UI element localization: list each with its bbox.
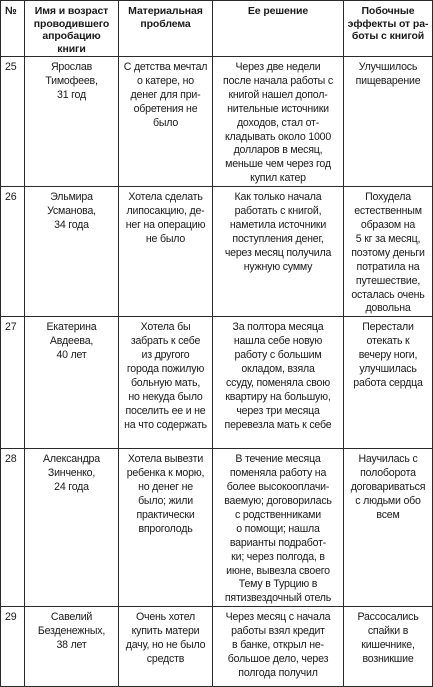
- row-name-age: Эльмира Усманова, 34 года: [25, 187, 119, 317]
- row-problem: Хотела сделать липосакцию, де- нег на операцию не было: [119, 187, 213, 317]
- table-row: [1, 187, 433, 317]
- row-solution: В течение месяца поменяла работу на более высокооплачи- ваемую; договорилась с родственниками о помощи; нашла варианты подработ- ки; через полгода, в июне, вывезла своего Тему в Турцию в пятизвездочный отель: [213, 449, 344, 607]
- row-solution: Через месяц с начала работы взял кредит в банке, открыл не- большое дело, через полгода получил: [213, 607, 344, 687]
- row-problem: С детства мечтал о катере, но денег для при- обретения не было: [119, 57, 213, 187]
- row-name-age: Александра Зинченко, 24 года: [25, 449, 119, 607]
- row-number: 28: [1, 449, 25, 607]
- row-solution: Через две недели после начала работы с книгой нашел допол- нительные источники доходов, стал от- кладывать около 1000 долларов в месяц, меньше чем через год купил катер: [213, 57, 344, 187]
- row-name-age: Савелий Безденежных, 38 лет: [25, 607, 119, 687]
- header-number: №: [1, 1, 25, 57]
- table-row: [1, 449, 433, 607]
- row-solution: За полтора месяца нашла себе новую работу с большим окладом, взяла ссуду, поменяла свою квартиру на большую, через три месяца перевезла мать к себе: [213, 317, 344, 449]
- row-name-age: Екатерина Авдеева, 40 лет: [25, 317, 119, 449]
- row-number: 27: [1, 317, 25, 449]
- table-row: [1, 607, 433, 687]
- table-row: [1, 317, 433, 449]
- row-number: 25: [1, 57, 25, 187]
- header-name-age: Имя и возраст проводившего апробацию книги: [25, 1, 119, 57]
- row-number: 29: [1, 607, 25, 687]
- row-problem: Хотела бы забрать к себе из другого города пожилую больную мать, но некуда было поселить ее и не на что содержать: [119, 317, 213, 449]
- table-header-row: [1, 1, 433, 57]
- row-side-effects: Перестали отекать к вечеру ноги, улучшилась работа сердца: [344, 317, 433, 449]
- row-number: 26: [1, 187, 25, 317]
- row-side-effects: Похудела естественным образом на 5 кг за месяц, поэтому деньги потратила на путешествие, осталась очень довольна: [344, 187, 433, 317]
- row-problem: Очень хотел купить матери дачу, но не было средств: [119, 607, 213, 687]
- table-row: [1, 57, 433, 187]
- header-solution: Ее решение: [213, 1, 344, 57]
- header-side-effects: Побочные эффекты от ра- боты с книгой: [344, 1, 433, 57]
- row-solution: Как только начала работать с книгой, наметила источники поступления денег, через месяц получила нужную сумму: [213, 187, 344, 317]
- row-name-age: Ярослав Тимофеев, 31 год: [25, 57, 119, 187]
- row-side-effects: Научилась с полоборота договариваться с людьми обо всем: [344, 449, 433, 607]
- row-side-effects: Рассосались спайки в кишечнике, возникшие: [344, 607, 433, 687]
- row-problem: Хотела вывезти ребенка к морю, но денег не было; жили практически впроголодь: [119, 449, 213, 607]
- row-side-effects: Улучшилось пищеварение: [344, 57, 433, 187]
- header-material-problem: Материальная проблема: [119, 1, 213, 57]
